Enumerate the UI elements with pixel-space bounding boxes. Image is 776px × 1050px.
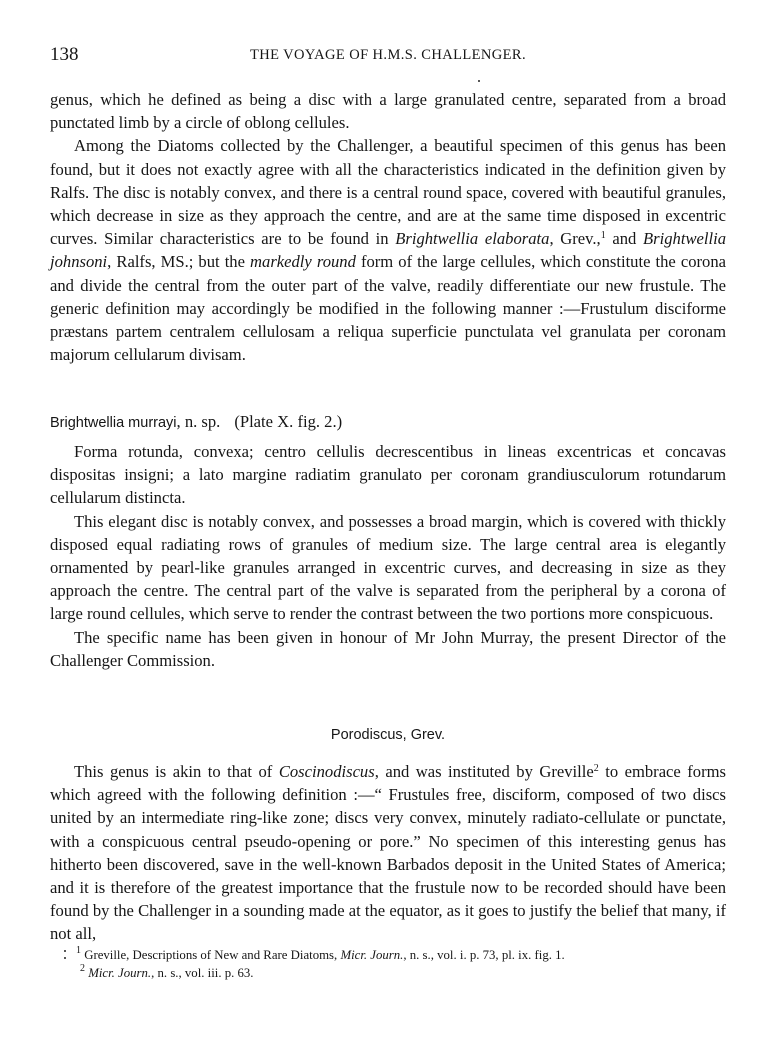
plate-reference: (Plate X. fig. 2.)	[234, 412, 343, 431]
paragraph-specific-name: The specific name has been given in honour of Mr John Murray, the present Director of the Challenger Commission.	[50, 627, 726, 670]
paragraph-description: This elegant disc is notably convex, and possesses a broad margin, which is covered with thickly disposed equal radiating rows of granules of medium size. The large central area is elegantly ornamented by pearl-like granules arranged in excentric curves, and decreasing in size as they approach the centre. The central part of the valve is separated from the peripheral by a corona of large round cellules, which serve to render the contrast between the two portions more conspicuous.	[50, 511, 726, 624]
footnote-1: $^1$ Greville, Descriptions of New and Rare Diatoms, Micr. Journ., n. s., vol. i. p. 73, pl. ix. fig. 1.	[76, 945, 565, 962]
footnote-ref-1: 1	[600, 230, 606, 242]
species-johnsoni: Brightwellia johnsoni	[50, 229, 727, 272]
paragraph-porodiscus: This genus is akin to that of Coscinodiscus, and was instituted by Greville$^2$ to embrace forms which agreed with the following definition :—“ Frustules free, disciform, composed of two discs united by an intermediate ring-like zone; discs very convex, minutely radiato-cellulate or punctate, with a conspicuous central pseudo-opening or pore.” No specimen of this interesting genus has hitherto been discovered, save in the well-known Barbados deposit in the United States of America; and it is therefore of the greatest importance that the frustule now to be recorded should have been found by the Challenger in a sounding made at the equator, as it goes to justify the belief that many, if not all,	[50, 762, 726, 944]
footnote-2: $^2$ Micr. Journ., n. s., vol. iii. p. 63.	[80, 963, 254, 980]
footnote-ref-2: 2	[593, 763, 599, 774]
species-text-block	[50, 440, 726, 672]
emphasis-markedly-round: markedly round	[250, 252, 356, 272]
intro-text-block	[50, 88, 726, 366]
print-speck	[64, 950, 66, 952]
species-name: Brightwellia murrayi	[50, 415, 177, 431]
page-header	[50, 44, 726, 68]
species-suffix: , n. sp.	[176, 412, 221, 431]
paragraph-challenger-diatoms: Among the Diatoms collected by the Challenger, a beautiful specimen of this genus has been found, but it does not exactly agree with all the characteristics indicated in the definition given by Ralfs. The disc is notably convex, and there is a central round space, covered with beautiful granules, which decrease in size as they approach the centre, and are at the same time disposed in excentric curves. Similar characteristics are to be found in Brightwellia elaborata, Grev.,$^1$ and Brightwellia johnsoni, Ralfs, MS.; but the markedly round form of the large cellules, which constitute the corona and divide the central from the outer part of the valve, readily differentiate our new frustule. The generic definition may accordingly be modified in the following manner :—Frustulum disciforme præstans partem centralem cellulosam a reliqua superficie punctulata vel granulata per coronam majorum cellularum divisam.	[50, 136, 727, 365]
species-elaborata: Brightwellia elaborata	[395, 229, 550, 249]
print-speck	[478, 80, 480, 82]
page-number: 138	[50, 44, 79, 65]
footnotes	[76, 946, 726, 982]
paragraph-genus-definition: genus, which he defined as being a disc with a large granulated centre, separated from a broad punctated limb by a circle of oblong cellules.	[50, 90, 726, 133]
section-heading: Porodiscus, Grev.	[330, 727, 446, 743]
species-heading	[50, 412, 726, 432]
print-speck	[64, 957, 66, 959]
porodiscus-text-block	[50, 760, 726, 946]
latin-diagnosis: Forma rotunda, convexa; centro cellulis decrescentibus in lineas excentricas et concavas dispositas insigni; a lato margine radiatim granulato per coronam grandiusculorum rotundarum cellularum distincta.	[50, 442, 726, 508]
genus-coscinodiscus: Coscinodiscus	[278, 762, 375, 781]
running-title: THE VOYAGE OF H.M.S. CHALLENGER.	[250, 47, 526, 63]
